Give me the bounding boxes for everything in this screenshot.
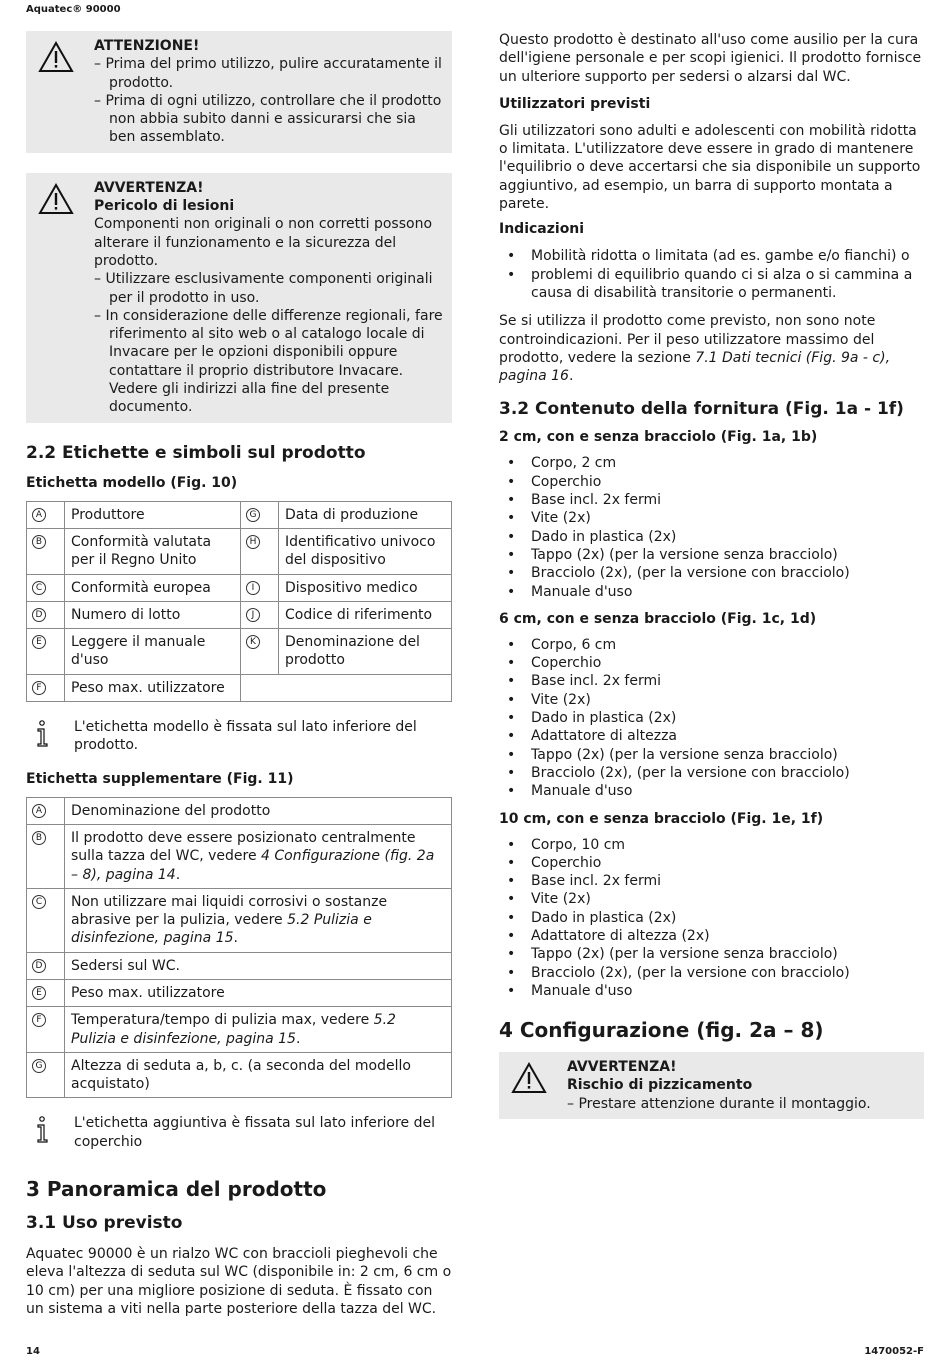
list-item: • Corpo, 10 cm [499, 836, 924, 854]
callout-letter: A [32, 804, 46, 818]
list-item: • Vite (2x) [499, 890, 924, 908]
list-item: • Manuale d'uso [499, 583, 924, 601]
running-header: Aquatec® 90000 [26, 4, 121, 15]
table-row [27, 1052, 452, 1098]
table-row [27, 952, 452, 979]
model-label-table [26, 501, 452, 702]
warning-item: – Utilizzare esclusivamente componenti originali per il prodotto in uso. [94, 271, 433, 306]
list-item: • Corpo, 6 cm [499, 636, 924, 654]
info-note-text: L'etichetta aggiuntiva è fissata sul lato inferiore del coperchio [74, 1115, 435, 1150]
callout-letter: B [32, 831, 46, 845]
list-item: • Manuale d'uso [499, 982, 924, 1000]
table-row [27, 1007, 452, 1053]
table-cell: Conformità europea [65, 574, 241, 601]
section-heading-3-2: 3.2 Contenuto della fornitura (Fig. 1a - 1f) [499, 399, 904, 420]
table-row [27, 797, 452, 824]
warning-subtitle: Rischio di pizzicamento [567, 1077, 753, 1094]
warning-title: ATTENZIONE! [94, 38, 200, 54]
warning-item: – Prima di ogni utilizzo, controllare che il prodotto non abbia subito danni e assicurarsi che sia ben assemblato. [94, 92, 442, 146]
list-item: • Corpo, 2 cm [499, 454, 924, 472]
indications-heading: Indicazioni [499, 221, 585, 238]
info-note-text: L'etichetta modello è fissata sul lato inferiore del prodotto. [74, 719, 417, 754]
table-row [27, 601, 452, 628]
table-cell: Data di produzione [279, 501, 452, 528]
callout-letter: G [32, 1059, 46, 1073]
indications-list [499, 247, 924, 302]
table-cell-key [241, 528, 279, 574]
right-column [499, 31, 924, 1119]
table-cell: Il prodotto deve essere posizionato centralmente sulla tazza del WC, vedere 4 Configurazione (fig. 2a – 8), pagina 14. [65, 824, 452, 888]
callout-letter: H [246, 535, 260, 549]
callout-letter: D [32, 608, 46, 622]
kit-heading-6cm: 6 cm, con e senza bracciolo (Fig. 1c, 1d) [499, 610, 817, 627]
table-cell-key [27, 1007, 65, 1053]
table-cell-key [27, 888, 65, 952]
users-heading: Utilizzatori previsti [499, 95, 651, 112]
intro-text: Questo prodotto è destinato all'uso come ausilio per la cura dell'igiene personale e per scopi igienici. Il prodotto fornisce un ulteriore supporto per sedersi o alzarsi dal WC. [499, 32, 922, 85]
callout-letter: C [32, 581, 46, 595]
list-item: • Manuale d'uso [499, 782, 924, 800]
table-cell-key [27, 501, 65, 528]
list-item: • Coperchio [499, 854, 924, 872]
list-item: • Tappo (2x) (per la versione senza bracciolo) [499, 746, 924, 764]
warning-box-pinch [499, 1052, 924, 1119]
extra-label-table [26, 797, 452, 1099]
info-icon [26, 1114, 74, 1151]
warning-item: – Prima del primo utilizzo, pulire accuratamente il prodotto. [94, 56, 442, 91]
kit-list-2cm [499, 454, 924, 600]
page-number: 14 [26, 1346, 40, 1357]
warning-item: – Prestare attenzione durante il montaggio. [567, 1095, 871, 1112]
table-cell: Peso max. utilizzatore [65, 979, 452, 1006]
callout-letter: G [246, 508, 260, 522]
table-cell: Denominazione del prodotto [65, 797, 452, 824]
table-cell-key [27, 979, 65, 1006]
table-cell: Temperatura/tempo di pulizia max, vedere 5.2 Pulizia e disinfezione, pagina 15. [65, 1007, 452, 1053]
left-column [26, 31, 452, 1318]
list-item: • problemi di equilibrio quando ci si alza o si cammina a causa di disabilità transitorie o permanenti. [499, 266, 924, 303]
table-cell: Dispositivo medico [279, 574, 452, 601]
document-number: 1470052-F [864, 1346, 924, 1357]
warning-triangle-icon [38, 37, 94, 147]
callout-letter: J [246, 608, 260, 622]
table-cell-key [27, 574, 65, 601]
info-note [26, 718, 452, 755]
table-cell: Identificativo univoco del dispositivo [279, 528, 452, 574]
callout-letter: E [32, 986, 46, 1000]
table-cell: Leggere il manuale d'uso [65, 629, 241, 675]
table-cell: Non utilizzare mai liquidi corrosivi o sostanze abrasive per la pulizia, vedere 5.2 Pulizia e disinfezione, pagina 15. [65, 888, 452, 952]
kit-heading-2cm: 2 cm, con e senza bracciolo (Fig. 1a, 1b) [499, 429, 818, 446]
list-item: • Tappo (2x) (per la versione senza bracciolo) [499, 546, 924, 564]
warning-box-injury [26, 173, 452, 423]
warning-triangle-icon [511, 1058, 567, 1113]
table-cell-key [241, 501, 279, 528]
cross-reference: 5.2 Pulizia e disinfezione, pagina 15 [71, 912, 372, 947]
list-item: • Dado in plastica (2x) [499, 709, 924, 727]
kit-heading-10cm: 10 cm, con e senza bracciolo (Fig. 1e, 1f) [499, 810, 824, 827]
list-item: • Base incl. 2x fermi [499, 672, 924, 690]
info-note [26, 1114, 452, 1151]
table-row [27, 629, 452, 675]
table-cell-key [27, 601, 65, 628]
table-row [27, 888, 452, 952]
callout-letter: C [32, 895, 46, 909]
warning-title: AVVERTENZA! [94, 179, 204, 196]
model-label-heading: Etichetta modello (Fig. 10) [26, 474, 238, 491]
section-heading-3: 3 Panoramica del prodotto [26, 1177, 327, 1202]
cross-reference: 4 Configurazione (fig. 2a – 8), pagina 14 [71, 848, 435, 883]
table-cell: Altezza di seduta a, b, c. (a seconda del modello acquistato) [65, 1052, 452, 1098]
table-cell: Sedersi sul WC. [65, 952, 452, 979]
section-heading-2-2: 2.2 Etichette e simboli sul prodotto [26, 442, 366, 463]
callout-letter: F [32, 1013, 46, 1027]
info-icon [26, 718, 74, 755]
list-item: • Vite (2x) [499, 691, 924, 709]
table-row [27, 674, 452, 701]
section-heading-3-1: 3.1 Uso previsto [26, 1213, 183, 1234]
list-item: • Base incl. 2x fermi [499, 491, 924, 509]
list-item: • Dado in plastica (2x) [499, 909, 924, 927]
intended-use-text: Aquatec 90000 è un rialzo WC con braccioli pieghevoli che eleva l'altezza di seduta sul WC (disponibile in: 2 cm, 6 cm o 10 cm) per una migliore posizione di seduta. È fissato con un sistema a viti nella parte posteriore della tazza del WC. [26, 1246, 452, 1317]
list-item: • Coperchio [499, 654, 924, 672]
table-row [27, 528, 452, 574]
list-item: • Bracciolo (2x), (per la versione con bracciolo) [499, 764, 924, 782]
section-heading-4: 4 Configurazione (fig. 2a – 8) [499, 1018, 824, 1043]
callout-letter: K [246, 635, 260, 649]
list-item: • Bracciolo (2x), (per la versione con bracciolo) [499, 564, 924, 582]
warning-triangle-icon [38, 179, 94, 417]
list-item: • Bracciolo (2x), (per la versione con bracciolo) [499, 964, 924, 982]
table-row [27, 824, 452, 888]
table-cell: Codice di riferimento [279, 601, 452, 628]
list-item: • Base incl. 2x fermi [499, 872, 924, 890]
list-item: • Mobilità ridotta o limitata (ad es. gambe e/o fianchi) o [499, 247, 924, 265]
list-item: • Dado in plastica (2x) [499, 528, 924, 546]
table-cell-key [27, 674, 65, 701]
cross-reference: 5.2 Pulizia e disinfezione, pagina 15 [71, 1012, 396, 1047]
warning-box-attention [26, 31, 452, 153]
list-item: • Adattatore di altezza (2x) [499, 927, 924, 945]
warning-item: – In considerazione delle differenze regionali, fare riferimento al sito web o al catalogo locale di Invacare per le opzioni disponibili oppure contattare il proprio distributore Invacare. Vedere gli indirizzi alla fine del presente documento. [94, 307, 443, 416]
table-cell-key [27, 629, 65, 675]
list-item: • Coperchio [499, 473, 924, 491]
table-cell: Numero di lotto [65, 601, 241, 628]
table-cell-key [241, 574, 279, 601]
table-cell-key [27, 952, 65, 979]
warning-title: AVVERTENZA! [567, 1059, 677, 1076]
table-row [27, 979, 452, 1006]
table-cell-key [241, 629, 279, 675]
table-cell-key [241, 601, 279, 628]
table-cell-key [27, 528, 65, 574]
warning-body: Componenti non originali o non corretti possono alterare il funzionamento e la sicurezza del prodotto. [94, 216, 433, 269]
list-item: • Vite (2x) [499, 509, 924, 527]
table-cell-key [241, 674, 452, 701]
table-cell-key [27, 797, 65, 824]
list-item: • Adattatore di altezza [499, 727, 924, 745]
callout-letter: D [32, 959, 46, 973]
table-cell-key [27, 824, 65, 888]
cross-reference: 7.1 Dati tecnici (Fig. 9a - c), pagina 16 [499, 349, 891, 385]
kit-list-10cm [499, 836, 924, 1001]
callout-letter: F [32, 681, 46, 695]
warning-subtitle: Pericolo di lesioni [94, 198, 235, 215]
callout-letter: B [32, 535, 46, 549]
callout-letter: A [32, 508, 46, 522]
table-cell: Produttore [65, 501, 241, 528]
table-cell-key [27, 1052, 65, 1098]
table-row [27, 574, 452, 601]
table-cell: Conformità valutata per il Regno Unito [65, 528, 241, 574]
users-text: Gli utilizzatori sono adulti e adolescenti con mobilità ridotta o limitata. L'utilizzatore deve essere in grado di mantenere l'equilibrio o deve accertarsi che sia disponibile un supporto aggiuntivo, ad esempio, un barra di supporto montata a parete. [499, 122, 921, 213]
table-cell: Denominazione del prodotto [279, 629, 452, 675]
callout-letter: I [246, 581, 260, 595]
contraindications-text: Se si utilizza il prodotto come previsto, non sono note controindicazioni. Per il peso utilizzatore massimo del prodotto, vedere la sezione 7.1 Dati tecnici (Fig. 9a - c), pagina 16. [499, 313, 891, 385]
table-row [27, 501, 452, 528]
table-cell: Peso max. utilizzatore [65, 674, 241, 701]
list-item: • Tappo (2x) (per la versione senza bracciolo) [499, 945, 924, 963]
extra-label-heading: Etichetta supplementare (Fig. 11) [26, 770, 294, 787]
callout-letter: E [32, 635, 46, 649]
kit-list-6cm [499, 636, 924, 801]
